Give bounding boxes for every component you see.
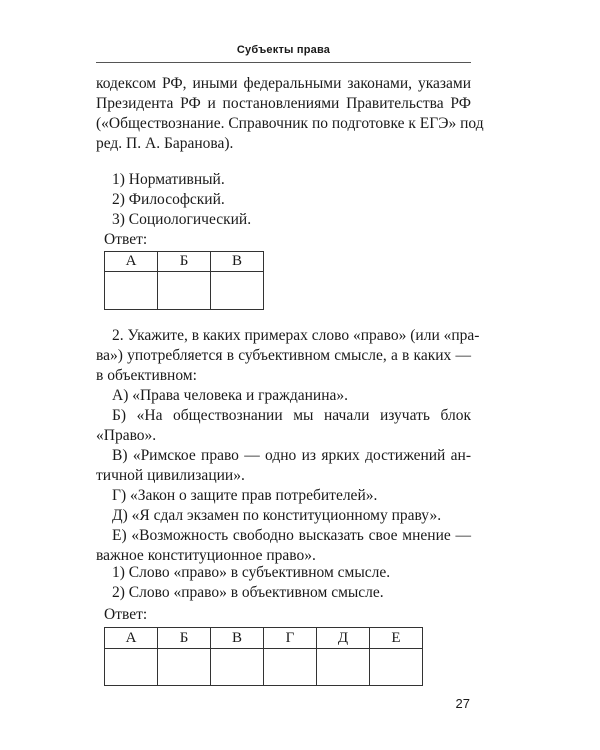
example-line: важное конституционное право».	[96, 547, 316, 564]
answer-header-cell: Б	[158, 628, 211, 649]
intro-line: кодексом РФ, иными федеральными законами, указами	[96, 75, 471, 92]
option-item: 2) Слово «право» в объективном смысле.	[112, 584, 384, 601]
answer-input-cell[interactable]	[105, 272, 158, 310]
option-item: 2) Философский.	[112, 191, 225, 208]
example-line: тичной цивилизации».	[96, 467, 245, 484]
example-line: Д) «Я сдал экзамен по конституционному праву».	[112, 507, 442, 524]
answer-table-2	[104, 627, 423, 686]
answer-input-cell[interactable]	[158, 272, 211, 310]
answer-label: Ответ:	[104, 231, 148, 248]
answer-input-cell[interactable]	[211, 649, 264, 686]
answer-input-cell[interactable]	[264, 649, 317, 686]
option-item: 3) Социологический.	[112, 211, 252, 228]
page-number: 27	[455, 696, 470, 711]
example-line: Г) «Закон о защите прав потребителей».	[112, 487, 378, 504]
task-line: 2. Укажите, в каких примерах слово «право» (или «пра-	[112, 327, 480, 344]
example-line: Е) «Возможность свободно высказать свое мнение —	[112, 527, 471, 544]
intro-line: ред. П. А. Баранова).	[96, 135, 234, 152]
answer-input-cell[interactable]	[105, 649, 158, 686]
example-line: «Право».	[96, 427, 157, 444]
answer-header-cell: Б	[158, 252, 211, 272]
answer-header-cell: Д	[317, 628, 370, 649]
answer-input-cell[interactable]	[158, 649, 211, 686]
running-header: Субъекты права	[236, 44, 331, 56]
header-rule	[96, 62, 471, 63]
answer-label: Ответ:	[104, 606, 148, 623]
task-line: в объективном:	[96, 367, 197, 384]
intro-line: («Обществознание. Справочник по подготовке к ЕГЭ» под	[96, 115, 484, 132]
answer-header-cell: Е	[370, 628, 423, 649]
task-line: ва») употребляется в субъективном смысле, а в каких —	[96, 347, 471, 364]
option-item: 1) Нормативный.	[112, 171, 225, 188]
answer-header-cell: В	[211, 628, 264, 649]
answer-header-cell: В	[211, 252, 264, 272]
answer-header-cell: А	[105, 252, 158, 272]
answer-input-cell[interactable]	[370, 649, 423, 686]
example-line: Б) «На обществознании мы начали изучать блок	[112, 407, 471, 424]
answer-header-cell: Г	[264, 628, 317, 649]
answer-input-cell[interactable]	[211, 272, 264, 310]
answer-input-cell[interactable]	[317, 649, 370, 686]
intro-line: Президента РФ и постановлениями Правительства РФ	[96, 95, 471, 112]
example-line: А) «Права человека и гражданина».	[112, 387, 349, 404]
example-line: В) «Римское право — одно из ярких достижений ан-	[112, 447, 471, 464]
answer-header-cell: А	[105, 628, 158, 649]
option-item: 1) Слово «право» в субъективном смысле.	[112, 564, 391, 581]
answer-table-1	[104, 251, 264, 310]
